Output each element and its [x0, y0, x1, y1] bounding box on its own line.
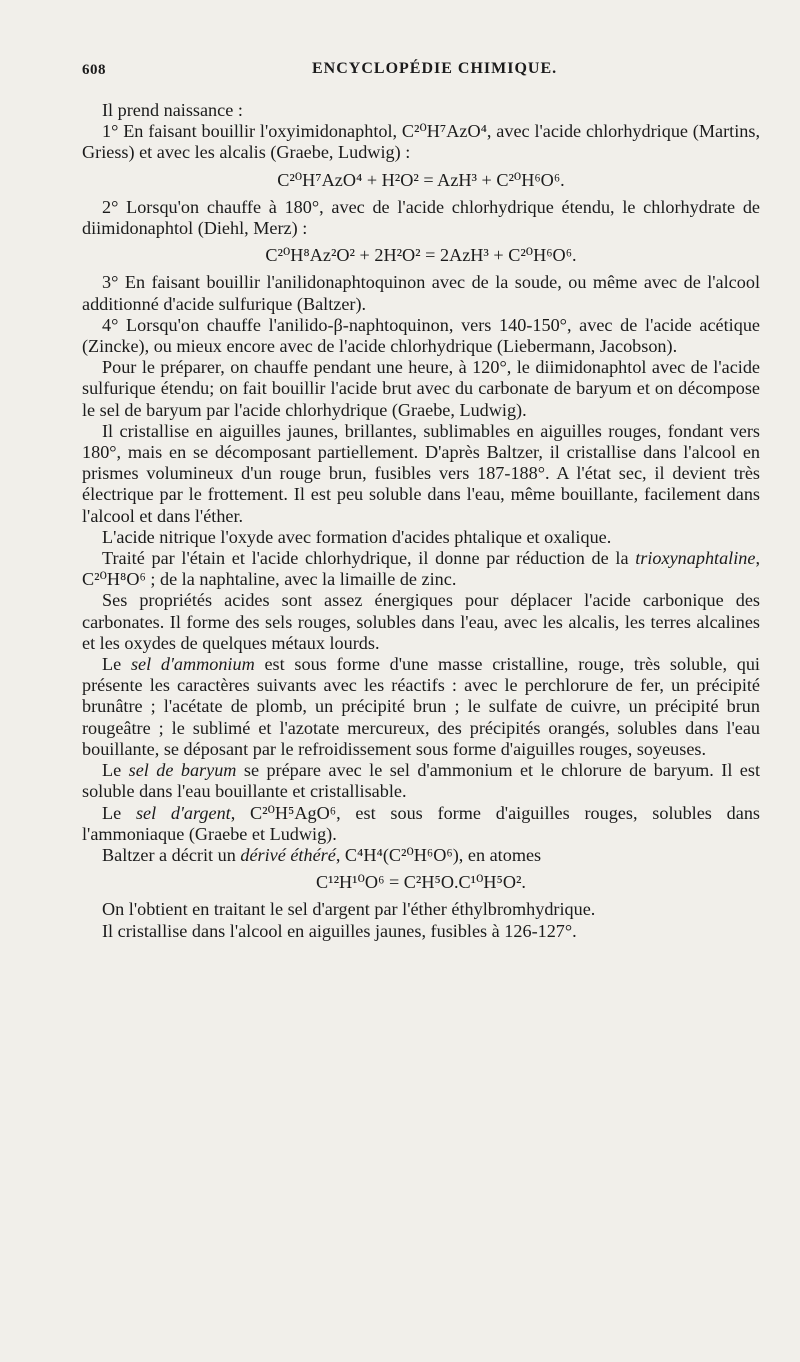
- page-header: [82, 58, 742, 86]
- italic-term: sel d'ammonium: [130, 654, 255, 675]
- equation: C¹²H¹⁰O⁶ = C²H⁵O.C¹⁰H⁵O².: [316, 872, 526, 893]
- italic-term: trioxynaphtaline: [635, 548, 756, 569]
- paragraph: 1° En faisant bouillir l'oxyimidonaphtol, C²⁰H⁷AzO⁴, avec l'acide chlorhydrique (Martins, Griess) et avec les alcalis (Graebe, Ludwig) :: [82, 121, 760, 163]
- text-run: se prépare avec le sel d'ammonium et le chlorure de baryum. Il est soluble dans l'eau bouillante et cristallisable.: [82, 760, 761, 802]
- paragraph-ammonium: [82, 654, 760, 760]
- text-run: Le: [102, 802, 136, 823]
- italic-term: sel de baryum: [128, 760, 237, 781]
- text-run: Le: [102, 760, 129, 781]
- paragraph: 3° En faisant bouillir l'anilidonaphtoquinon avec de la soude, ou même avec de l'alcool additionné d'acide sulfurique (Baltzer).: [82, 272, 760, 314]
- body-text: [82, 100, 760, 942]
- italic-term: sel d'argent: [135, 802, 231, 823]
- text-run: , C⁴H⁴(C²⁰H⁶O⁶), en atomes: [335, 844, 542, 865]
- italic-term: dérivé éthéré: [240, 844, 336, 865]
- equation: C²⁰H⁷AzO⁴ + H²O² = AzH³ + C²⁰H⁶O⁶.: [277, 169, 565, 190]
- paragraph: Il prend naissance :: [102, 100, 243, 120]
- paragraph: 4° Lorsqu'on chauffe l'anilido-β-naphtoquinon, vers 140-150°, avec de l'acide acétique (Zincke), ou mieux encore avec de l'acide chlorhydrique (Liebermann, Jacobson).: [82, 314, 760, 357]
- paragraph: Il cristallise en aiguilles jaunes, brillantes, sublimables en aiguilles rouges, fondant vers 180°, mais en se décomposant partiellement. D'après Baltzer, il cristallise dans l'alcool en prismes volumineux d'un rouge brun, fusibles vers 187-188°. A l'état sec, il devient très électrique par le frottement. Il est peu soluble dans l'eau, même bouillante, facilement dans l'alcool et dans l'éther.: [82, 420, 760, 526]
- equation: C²⁰H⁸Az²O² + 2H²O² = 2AzH³ + C²⁰H⁶O⁶.: [265, 245, 577, 266]
- paragraph: Il cristallise dans l'alcool en aiguilles jaunes, fusibles à 126-127°.: [102, 920, 577, 941]
- text-run: , C²⁰H⁵AgO⁶, est sous forme d'aiguilles rouges, solubles dans l'ammoniaque (Graebe et Ludwig).: [82, 802, 760, 844]
- paragraph-trioxy: [82, 548, 760, 590]
- page-number: 608: [82, 62, 106, 78]
- paragraph-ether: [82, 845, 760, 866]
- text-run: Baltzer a décrit un: [102, 844, 241, 865]
- text-run: est sous forme d'une masse cristalline, rouge, très soluble, qui présente les caractères suivants avec les réactifs : avec le perchlorure de fer, un précipité brunâtre ; l'acétate de plomb, un précipité brun ; le sulfate de cuivre, un précipité brun rougeâtre ; le sublimé et l'azotate mercureux, des précipités orangés, solubles dans l'eau bouillante, se déposant par le refroidissement sous forme d'aiguilles rouges, soyeuses.: [82, 654, 760, 759]
- paragraph: L'acide nitrique l'oxyde avec formation d'acides phtalique et oxalique.: [102, 526, 612, 547]
- text-run: , C²⁰H⁸O⁶ ; de la naphtaline, avec la limaille de zinc.: [82, 548, 760, 590]
- paragraph-argent: [82, 803, 760, 845]
- running-title: ENCYCLOPÉDIE CHIMIQUE.: [312, 60, 558, 77]
- text-run: Traité par l'étain et l'acide chlorhydrique, il donne par réduction de la: [102, 548, 636, 569]
- paragraph-baryum: [82, 760, 760, 802]
- paragraph: Ses propriétés acides sont assez énergiques pour déplacer l'acide carbonique des carbonates. Il forme des sels rouges, solubles dans l'eau, avec les alcalis, les terres alcalines et les oxydes de quelques métaux lourds.: [82, 590, 760, 653]
- paragraph: Pour le préparer, on chauffe pendant une heure, à 120°, le diimidonaphtol avec de l'acide sulfurique étendu; on fait bouillir l'acide brut avec du carbonate de baryum et on décompose le sel de baryum par l'acide chlorhydrique (Graebe, Ludwig).: [82, 357, 760, 420]
- paragraph: On l'obtient en traitant le sel d'argent par l'éther éthylbromhydrique.: [102, 899, 596, 920]
- paragraph: 2° Lorsqu'on chauffe à 180°, avec de l'acide chlorhydrique étendu, le chlorhydrate de diimidonaphtol (Diehl, Merz) :: [82, 196, 760, 239]
- text-run: Le: [102, 654, 131, 675]
